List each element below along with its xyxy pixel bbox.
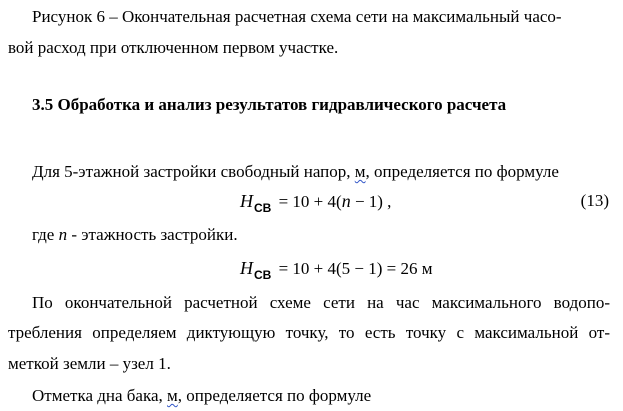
formula2-H: H xyxy=(240,258,253,278)
formula-rhs-a: = 10 + 4( xyxy=(274,192,342,211)
paragraph-free-head xyxy=(32,162,559,182)
caption-line-1: Рисунок 6 – Окончательная расчетная схема сети на максимальный часо- xyxy=(32,7,562,26)
para3-text-before: Отметка дна бака, xyxy=(32,386,168,405)
paragraph-text-before: Для 5-этажной застройки свободный напор, xyxy=(32,162,355,181)
formula-H: H xyxy=(240,191,253,211)
formula-n: n xyxy=(341,191,351,211)
formula-calculation xyxy=(240,257,433,281)
formula-13 xyxy=(240,190,391,214)
formula-subscript: СВ xyxy=(254,201,272,215)
where-line xyxy=(32,225,238,245)
paragraph-tank-bottom xyxy=(32,386,371,406)
para3-unit-m-spellcheck: м xyxy=(167,386,178,405)
formula2-rhs: = 10 + 4(5 − 1) = 26 м xyxy=(274,259,433,278)
section-heading: 3.5 Обработка и анализ результатов гидравлического расчета xyxy=(32,95,507,114)
unit-m-spellcheck: м xyxy=(354,162,366,181)
formula2-subscript: СВ xyxy=(254,268,272,282)
para2-line-1: По окончательной расчетной схеме сети на час максимального водопо- xyxy=(32,293,610,312)
where-suffix: - этажность застройки. xyxy=(67,225,238,244)
formula-rhs-b: − 1) , xyxy=(350,192,392,211)
para2-line-2: требления определяем диктующую точку, то есть точку с максимальной от- xyxy=(8,323,610,342)
para2-line-3: меткой земли – узел 1. xyxy=(8,354,171,373)
where-prefix: где xyxy=(32,225,59,244)
where-n: n xyxy=(58,225,68,244)
caption-line-2: вой расход при отключенном первом участке. xyxy=(8,38,339,57)
paragraph-text-after: , определяется по формуле xyxy=(365,162,559,181)
para3-text-after: , определяется по формуле xyxy=(177,386,372,405)
equation-number: (13) xyxy=(580,191,609,210)
